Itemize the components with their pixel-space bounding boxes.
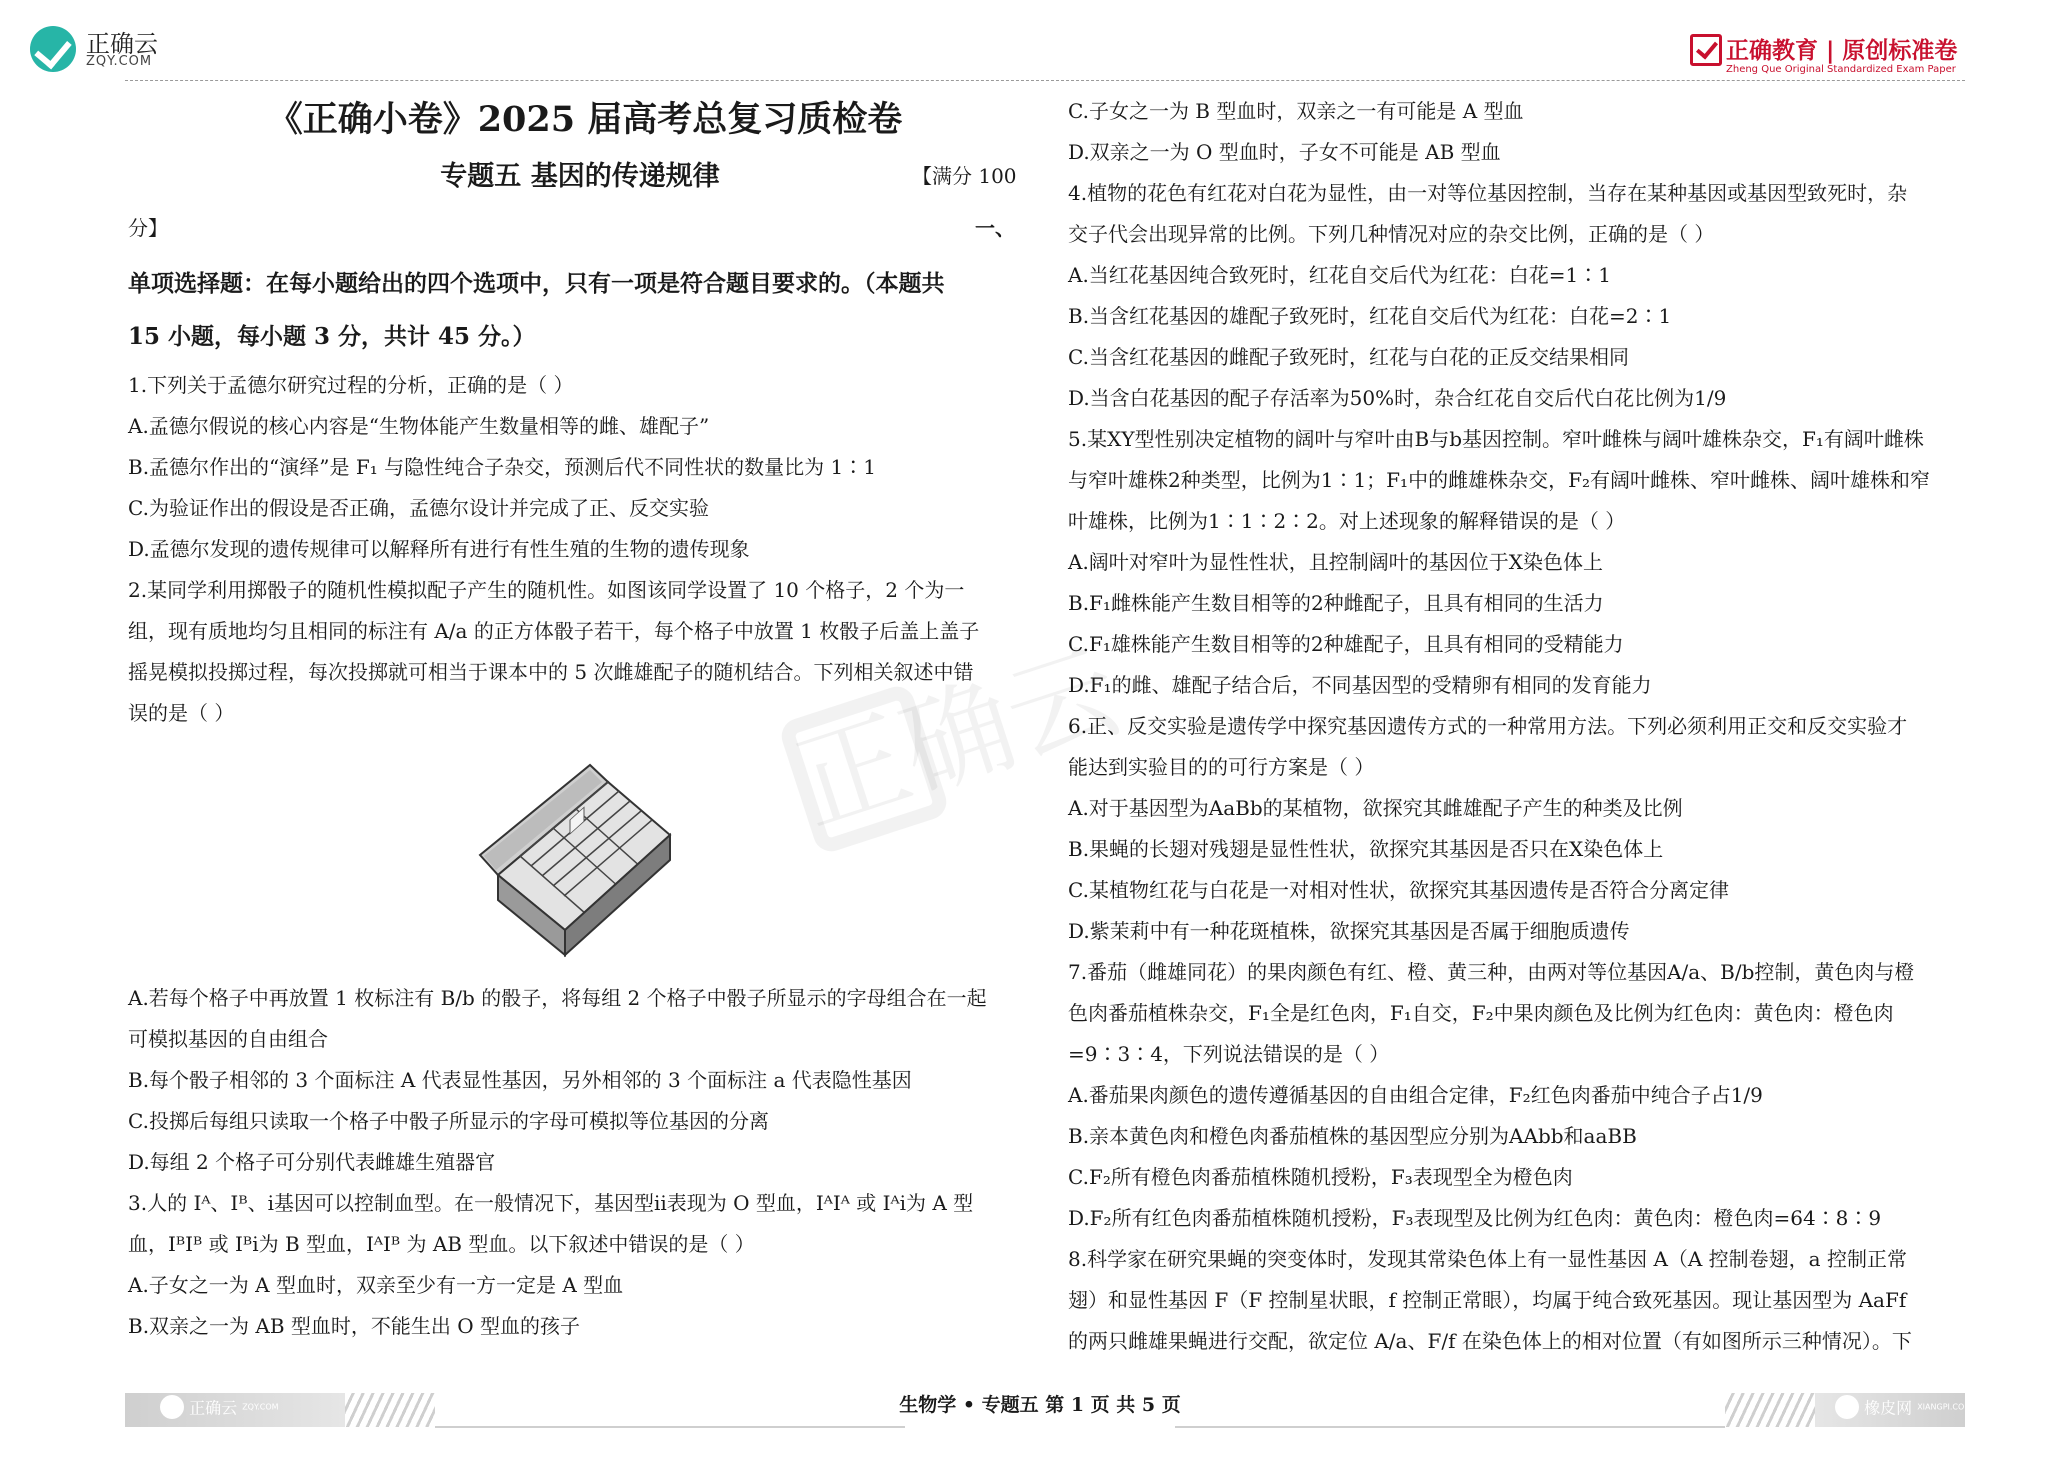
- full-score-part2: 分】: [128, 216, 168, 240]
- question-line: 色肉番茄植株杂交，F₁全是红色肉，F₁自交，F₂中果肉颜色及比例为红色肉：黄色肉：橙色肉: [1068, 1001, 1894, 1025]
- footer-right-name: 橡皮网: [1864, 1398, 1913, 1418]
- question-line: D.紫茉莉中有一种花斑植株，欲探究其基因是否属于细胞质遗传: [1068, 919, 1630, 943]
- question-line: B.果蝇的长翅对残翅是显性性状，欲探究其基因是否只在X染色体上: [1068, 837, 1664, 861]
- brand-badge: [1690, 32, 1965, 82]
- check-logo-icon: [30, 26, 76, 72]
- footer-check-icon: [160, 1395, 184, 1419]
- question-line: 8.科学家在研究果蝇的突变体时，发现其常染色体上有一显性基因 A（A 控制卷翅，a 控制正常: [1068, 1247, 1907, 1271]
- question-line: 2.某同学利用掷骰子的随机性模拟配子产生的随机性。如图该同学设置了 10 个格子，2 个为一: [128, 578, 965, 602]
- question-line: A.番茄果肉颜色的遗传遵循基因的自由组合定律，F₂红色肉番茄中纯合子占1/9: [1068, 1083, 1763, 1107]
- question-line: A.子女之一为 A 型血时，双亲至少有一方一定是 A 型血: [128, 1273, 624, 1297]
- footer-logo-url: ZQY.COM: [242, 1402, 279, 1412]
- brand-title: 正确教育 | 原创标准卷: [1726, 38, 1958, 64]
- footer-stripes-right: [1725, 1393, 1815, 1427]
- dice-box-figure: [470, 760, 680, 960]
- eraser-logo-icon: [1835, 1395, 1859, 1419]
- question-line: B.双亲之一为 AB 型血时，不能生出 O 型血的孩子: [128, 1314, 581, 1338]
- question-line: C.当含红花基因的雌配子致死时，红花与白花的正反交结果相同: [1068, 345, 1629, 369]
- question-line: B.当含红花基因的雄配子致死时，红花自交后代为红花：白花=2∶1: [1068, 304, 1672, 328]
- red-check-icon: [1690, 34, 1722, 66]
- question-line: D.孟德尔发现的遗传规律可以解释所有进行有性生殖的生物的遗传现象: [128, 537, 750, 561]
- topic-title: 专题五 基因的传递规律: [440, 161, 720, 192]
- question-line: C.投掷后每组只读取一个格子中骰子所显示的字母可模拟等位基因的分离: [128, 1109, 769, 1133]
- question-line: A.当红花基因纯合致死时，红花自交后代为红花：白花=1∶1: [1068, 263, 1612, 287]
- header-divider: [125, 80, 1965, 81]
- section-heading-line2: 15 小题，每小题 3 分，共计 45 分。）: [128, 323, 536, 350]
- footer-logo-left: [160, 1395, 279, 1419]
- section-number: 一、: [975, 216, 1015, 240]
- question-line: B.每个骰子相邻的 3 个面标注 A 代表显性基因，另外相邻的 3 个面标注 a 代表隐性基因: [128, 1068, 912, 1092]
- question-line: 与窄叶雄株2种类型，比例为1∶1；F₁中的雌雄株杂交，F₂有阔叶雌株、窄叶雌株、阔叶雄株和窄: [1068, 468, 1930, 492]
- question-line: 叶雄株，比例为1∶1∶2∶2。对上述现象的解释错误的是（ ）: [1068, 509, 1626, 533]
- question-line: 6.正、反交实验是遗传学中探究基因遗传方式的一种常用方法。下列必须利用正交和反交实验才: [1068, 714, 1908, 738]
- question-line: 4.植物的花色有红花对白花为显性，由一对等位基因控制，当存在某种基因或基因型致死时，杂: [1068, 181, 1908, 205]
- question-line: C.子女之一为 B 型血时，双亲之一有可能是 A 型血: [1068, 99, 1524, 123]
- question-line: D.每组 2 个格子可分别代表雌雄生殖器官: [128, 1150, 496, 1174]
- question-line: A.孟德尔假说的核心内容是“生物体能产生数量相等的雌、雄配子”: [128, 414, 710, 438]
- question-line: C.F₂所有橙色肉番茄植株随机授粉，F₃表现型全为橙色肉: [1068, 1165, 1573, 1189]
- question-line: B.F₁雌株能产生数目相等的2种雌配子，且具有相同的生活力: [1068, 591, 1604, 615]
- logo-name: 正确云: [86, 30, 158, 58]
- question-line: 组，现有质地均匀且相同的标注有 A/a 的正方体骰子若干，每个格子中放置 1 枚骰子后盖上盖子: [128, 619, 980, 643]
- question-line: 5.某XY型性别决定植物的阔叶与窄叶由B与b基因控制。窄叶雌株与阔叶雄株杂交，F₁有阔叶雌株: [1068, 427, 1924, 451]
- question-line: A.对于基因型为AaBb的某植物，欲探究其雌雄配子产生的种类及比例: [1068, 796, 1683, 820]
- question-line: 1.下列关于孟德尔研究过程的分析，正确的是（ ）: [128, 373, 574, 397]
- question-line: 交子代会出现异常的比例。下列几种情况对应的杂交比例，正确的是（ ）: [1068, 222, 1715, 246]
- question-line: D.双亲之一为 O 型血时，子女不可能是 AB 型血: [1068, 140, 1501, 164]
- watermark-text: 正确云: [781, 625, 1135, 850]
- section-heading-line1: 单项选择题：在每小题给出的四个选项中，只有一项是符合题目要求的。（本题共: [128, 270, 945, 297]
- question-line: 血，IᴮIᴮ 或 Iᴮi为 B 型血，IᴬIᴮ 为 AB 型血。以下叙述中错误的是（ ）: [128, 1232, 755, 1256]
- question-line: D.当含白花基因的配子存活率为50%时，杂合红花自交后代白花比例为1/9: [1068, 386, 1727, 410]
- footer-right-url: XIANGPI.COM: [1917, 1402, 1972, 1412]
- question-line: 可模拟基因的自由组合: [128, 1027, 328, 1051]
- zqy-logo: [30, 22, 190, 78]
- paper-title: 《正确小卷》2025 届高考总复习质检卷: [267, 99, 903, 140]
- footer-stripes-left: [345, 1393, 435, 1427]
- question-line: =9∶3∶4，下列说法错误的是（ ）: [1068, 1042, 1390, 1066]
- question-line: C.某植物红花与白花是一对相对性状，欲探究其基因遗传是否符合分离定律: [1068, 878, 1729, 902]
- question-line: 摇晃模拟投掷过程，每次投掷就可相当于课本中的 5 次雌雄配子的随机结合。下列相关叙述中错: [128, 660, 974, 684]
- question-line: 误的是（ ）: [128, 701, 235, 725]
- question-line: 的两只雌雄果蝇进行交配，欲定位 A/a、F/f 在染色体上的相对位置（有如图所示三种情况）。下: [1068, 1329, 1912, 1353]
- question-line: D.F₂所有红色肉番茄植株随机授粉，F₃表现型及比例为红色肉：黄色肉：橙色肉=64∶8∶9: [1068, 1206, 1882, 1230]
- full-score-part1: 【满分 100: [912, 164, 1017, 188]
- question-line: 翅）和显性基因 F（F 控制星状眼，f 控制正常眼），均属于纯合致死基因。现让基因型为 AaFf: [1068, 1288, 1907, 1312]
- question-line: D.F₁的雌、雄配子结合后，不同基因型的受精卵有相同的发育能力: [1068, 673, 1652, 697]
- footer-logo-name: 正确云: [189, 1398, 238, 1418]
- question-line: B.孟德尔作出的“演绎”是 F₁ 与隐性纯合子杂交，预测后代不同性状的数量比为 1∶1: [128, 455, 876, 479]
- logo-url: ZQY.COM: [86, 54, 153, 69]
- question-line: A.若每个格子中再放置 1 枚标注有 B/b 的骰子，将每组 2 个格子中骰子所显示的字母组合在一起: [128, 986, 987, 1010]
- question-line: C.为验证作出的假设是否正确，孟德尔设计并完成了正、反交实验: [128, 496, 709, 520]
- question-line: B.亲本黄色肉和橙色肉番茄植株的基因型应分别为AAbb和aaBB: [1068, 1124, 1637, 1148]
- footer-logo-right: [1835, 1395, 1971, 1419]
- footer-rule-left: [435, 1426, 905, 1428]
- question-line: 7.番茄（雌雄同花）的果肉颜色有红、橙、黄三种，由两对等位基因A/a、B/b控制，黄色肉与橙: [1068, 960, 1915, 984]
- footer-rule-right: [1175, 1426, 1725, 1428]
- page-footer: 生物学 • 专题五 第 1 页 共 5 页: [899, 1394, 1181, 1416]
- question-line: 3.人的 Iᴬ、Iᴮ、i基因可以控制血型。在一般情况下，基因型ii表现为 O 型血，IᴬIᴬ 或 Iᴬi为 A 型: [128, 1191, 974, 1215]
- question-line: 能达到实验目的的可行方案是（ ）: [1068, 755, 1375, 779]
- question-line: C.F₁雄株能产生数目相等的2种雄配子，且具有相同的受精能力: [1068, 632, 1624, 656]
- question-line: A.阔叶对窄叶为显性性状，且控制阔叶的基因位于X染色体上: [1068, 550, 1604, 574]
- brand-subtitle: Zheng Que Original Standardized Exam Paper: [1726, 64, 1956, 75]
